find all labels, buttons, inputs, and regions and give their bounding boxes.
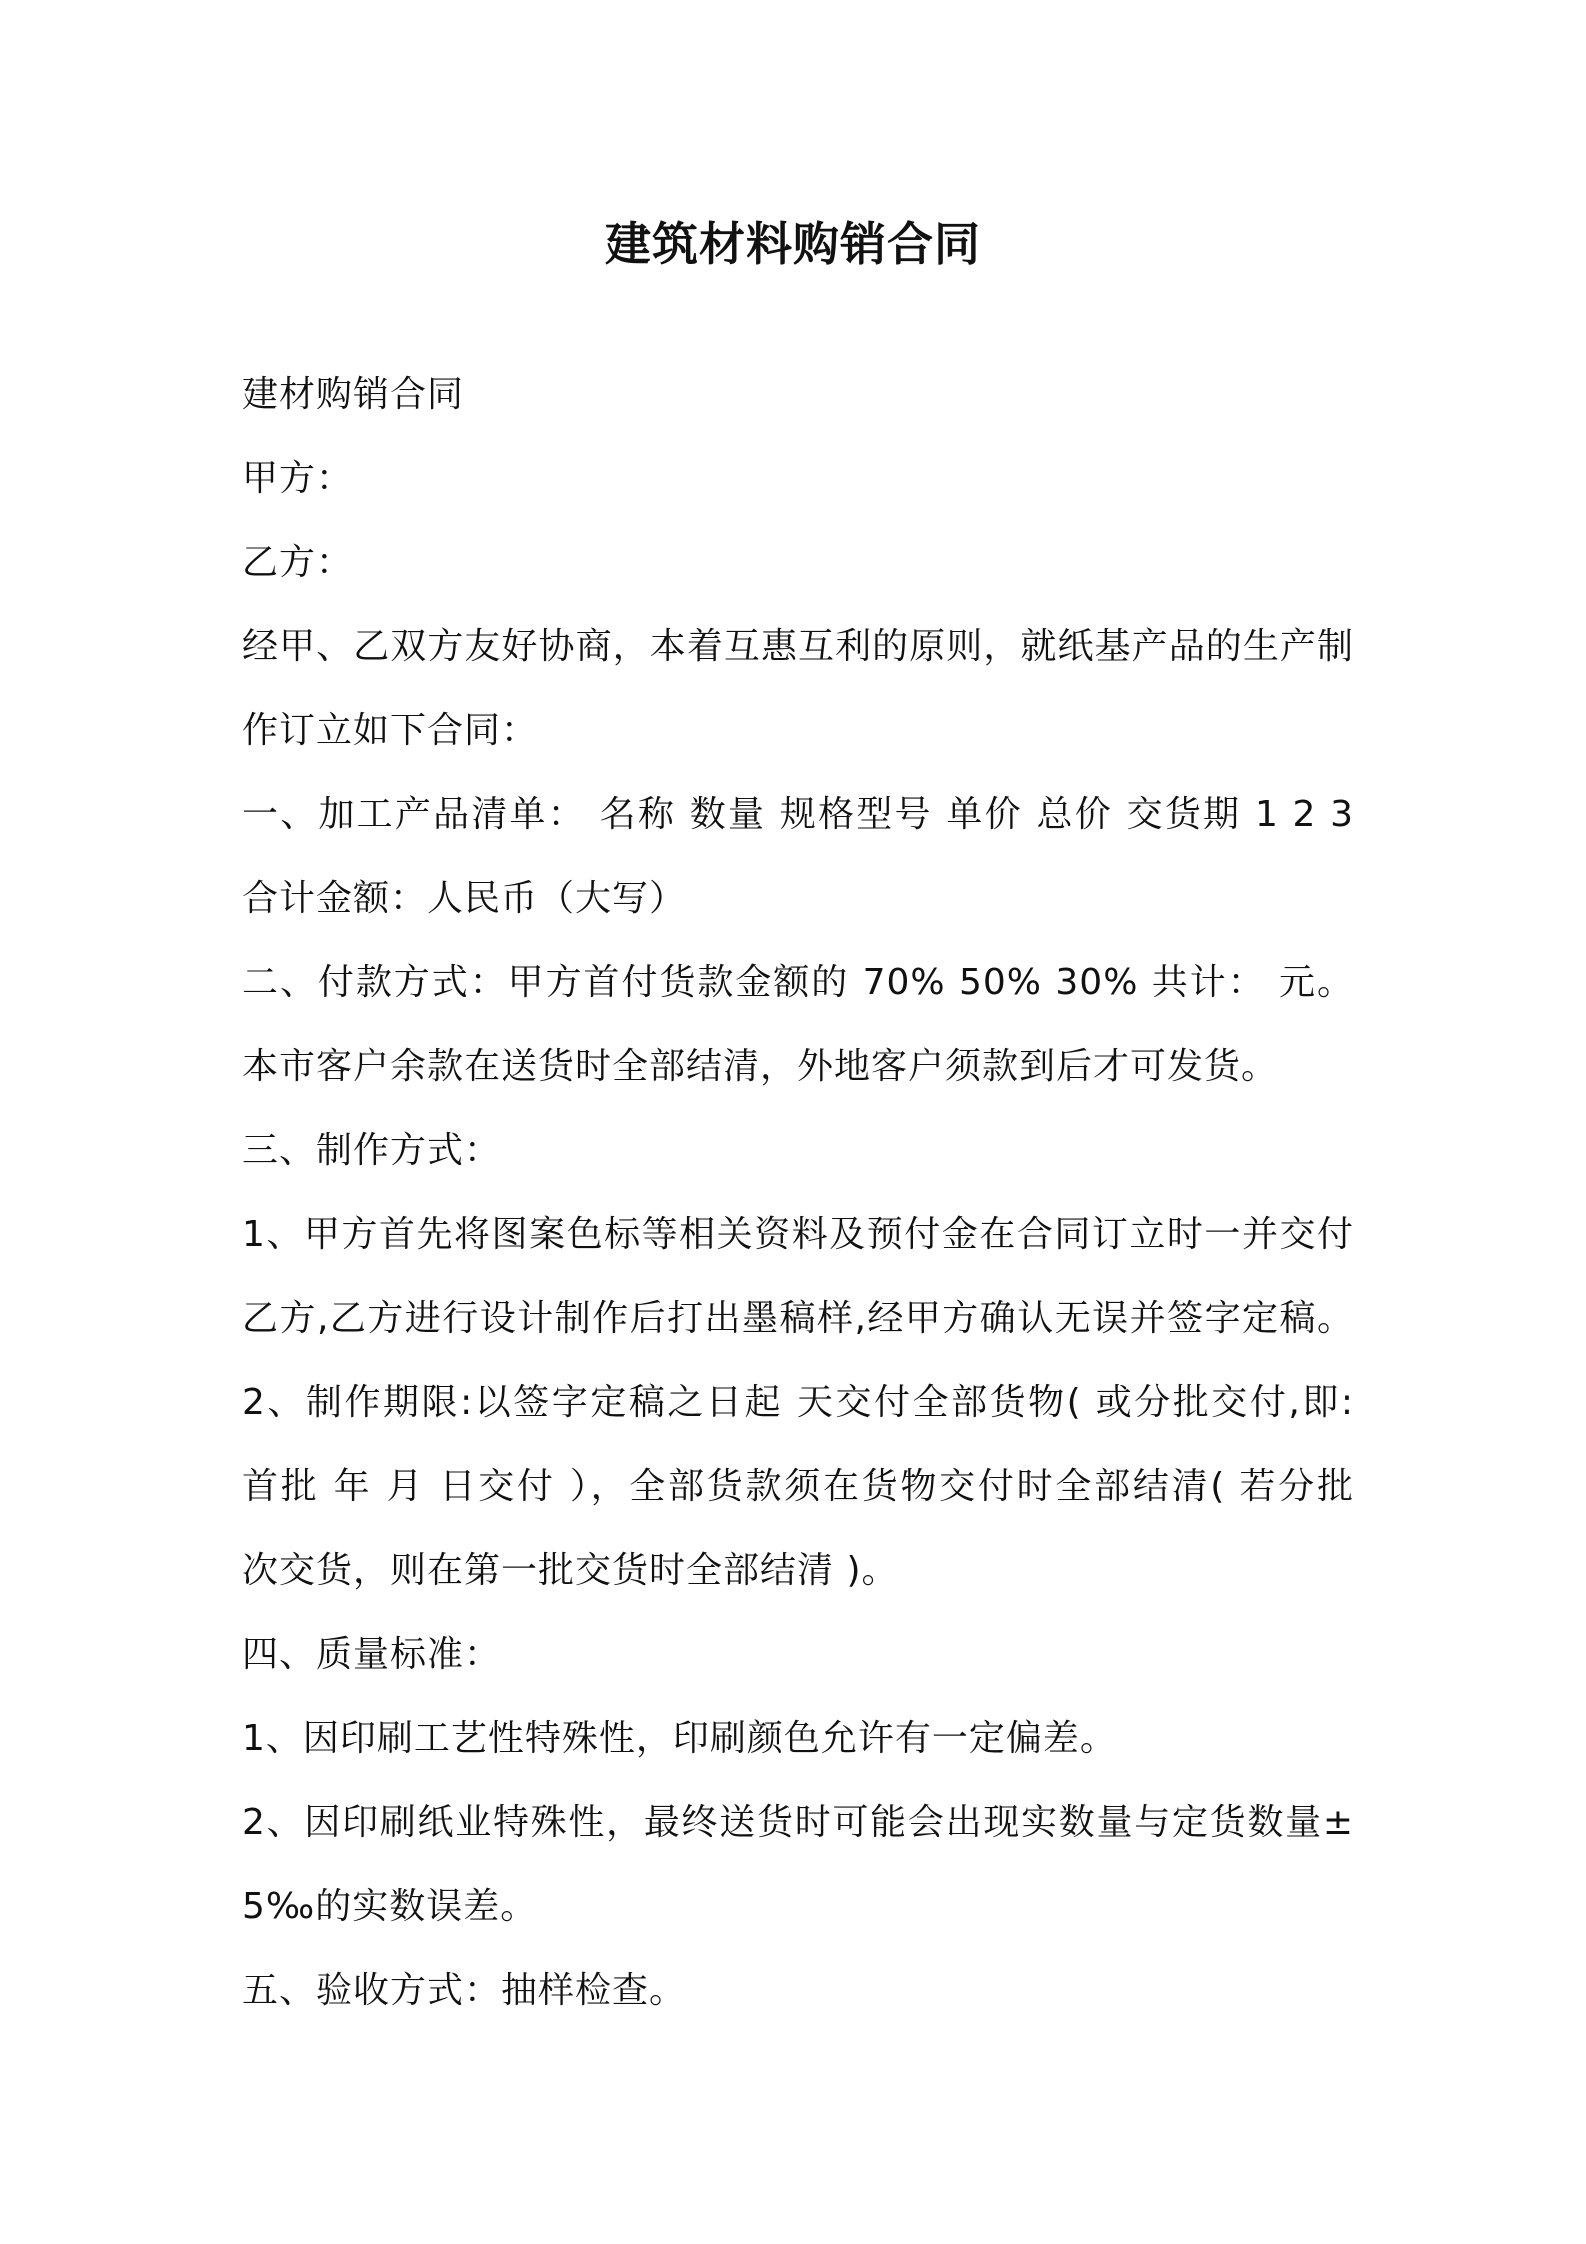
section-3-item-2-line-2: 首批 年 月 日交付 ），全部货款须在货物交付时全部结清( 若分批 [242,1466,1354,1507]
section-2-payment-line-1: 二、付款方式：甲方首付货款金额的 70% 50% 30% 共计： 元。 [242,962,1354,1003]
section-1-product-list: 一、加工产品清单： 名称 数量 规格型号 单价 总价 交货期 1 2 3 [242,794,1354,835]
section-4-item-2-line-2: 5‰的实数误差。 [242,1886,538,1927]
party-b-line: 乙方： [242,542,354,583]
section-2-payment-line-2: 本市客户余款在送货时全部结清，外地客户须款到后才可发货。 [242,1046,1279,1087]
section-3-item-2-line-3: 次交货，则在第一批交货时全部结清 )。 [242,1550,899,1591]
section-3-item-1-line-1: 1、甲方首先将图案色标等相关资料及预付金在合同订立时一并交付 [242,1214,1354,1255]
section-3-heading: 三、制作方式： [242,1130,502,1171]
document-title: 建筑材料购销合同 [605,217,981,271]
preamble-line-1: 经甲、乙双方友好协商，本着互惠互利的原则，就纸基产品的生产制 [242,626,1354,667]
section-4-heading: 四、质量标准： [242,1634,502,1675]
party-a-line: 甲方： [242,458,354,499]
preamble-line-2: 作订立如下合同： [242,710,539,751]
section-4-item-2-line-1: 2、因印刷纸业特殊性，最终送货时可能会出现实数量与定货数量± [242,1802,1354,1843]
section-3-item-2-line-1: 2、制作期限:以签字定稿之日起 天交付全部货物( 或分批交付,即: [242,1382,1354,1423]
section-1-total-amount: 合计金额：人民币（大写） [242,878,687,919]
subtitle-line: 建材购销合同 [242,374,465,415]
section-3-item-1-line-2: 乙方,乙方进行设计制作后打出墨稿样,经甲方确认无误并签字定稿。 [242,1298,1354,1339]
section-4-item-1: 1、因印刷工艺性特殊性，印刷颜色允许有一定偏差。 [242,1718,1117,1759]
section-5-acceptance: 五、验收方式：抽样检查。 [242,1970,687,2011]
